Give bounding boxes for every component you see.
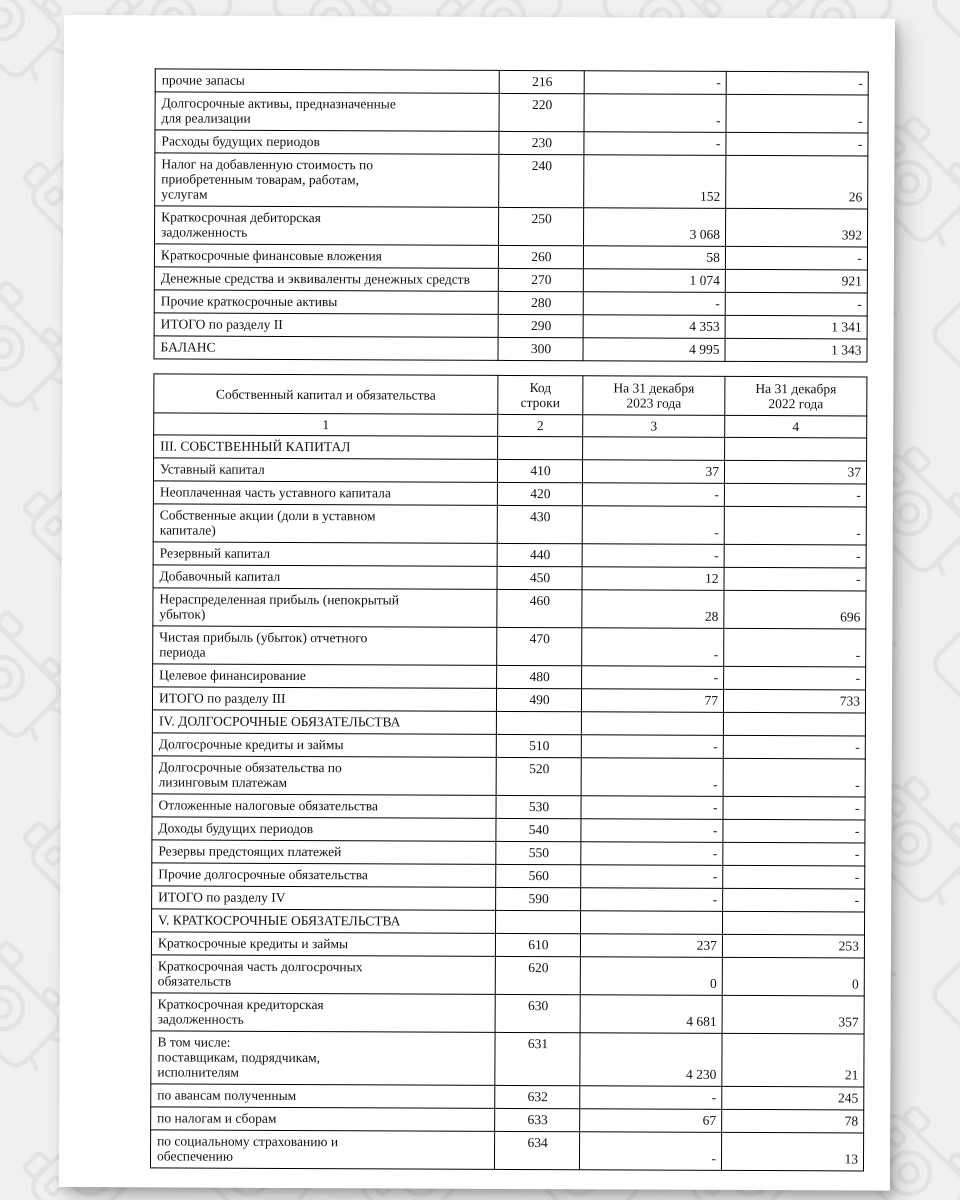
row-label-cell: Прочие краткосрочные активы [154, 290, 498, 315]
row-code-cell: 450 [497, 566, 582, 589]
row-code-cell: 216 [499, 70, 584, 93]
row-value-2022-cell: - [726, 94, 868, 133]
row-label-cell: IV. ДОЛГОСРОЧНЫЕ ОБЯЗАТЕЛЬСТВА [152, 710, 496, 735]
table-row [152, 817, 865, 843]
table-row [152, 733, 865, 759]
row-value-2023-cell: - [583, 292, 725, 316]
row-value-2022-cell: 1 341 [725, 315, 867, 339]
row-label-cell: Краткосрочные кредиты и займы [151, 932, 495, 957]
row-code-cell: 490 [496, 688, 581, 711]
row-code-cell: 260 [498, 245, 583, 268]
row-label-cell: Чистая прибыль (убыток) отчетного периода [153, 626, 497, 666]
row-code-cell: 632 [495, 1085, 580, 1108]
table-row [153, 565, 866, 591]
row-label-cell: по социальному страхованию и обеспечению [150, 1130, 494, 1170]
column-number-2: 2 [498, 414, 583, 436]
assets-table-continuation [153, 68, 868, 362]
row-label-cell: Краткосрочная часть долгосрочных обязательств [151, 955, 495, 995]
row-code-cell: 280 [498, 291, 583, 314]
row-label-cell: Долгосрочные активы, предназначенные для реализации [155, 92, 499, 132]
column-header-2023: На 31 декабря 2023 года [583, 376, 725, 416]
table-row [154, 290, 867, 316]
row-code-cell [495, 910, 580, 933]
equity-liabilities-table [150, 373, 867, 1171]
row-value-2022-cell: - [723, 758, 865, 797]
row-value-2023-cell: - [581, 758, 723, 797]
row-label-cell: Краткосрочная кредиторская задолженность [151, 993, 495, 1033]
row-value-2022-cell [723, 712, 865, 736]
row-code-cell: 270 [498, 268, 583, 291]
row-value-2022-cell: - [723, 735, 865, 759]
row-value-2022-cell: - [723, 842, 865, 866]
table-row [153, 458, 866, 484]
row-value-2023-cell: - [580, 1086, 722, 1110]
row-value-2022-cell: 78 [722, 1109, 864, 1133]
row-code-cell: 240 [499, 154, 584, 207]
table-row [151, 955, 864, 996]
row-value-2022-cell: 0 [722, 957, 864, 996]
row-code-cell: 430 [497, 505, 582, 543]
table-row [153, 481, 866, 507]
column-number-1: 1 [154, 413, 498, 437]
row-code-cell: 290 [498, 314, 583, 337]
row-label-cell: прочие запасы [155, 69, 499, 94]
row-value-2022-cell: - [726, 71, 868, 95]
table-row [154, 244, 867, 270]
row-code-cell: 630 [495, 994, 580, 1032]
row-value-2023-cell: - [582, 506, 724, 545]
row-code-cell: 520 [496, 757, 581, 795]
row-label-cell: V. КРАТКОСРОЧНЫЕ ОБЯЗАТЕЛЬСТВА [152, 909, 496, 934]
row-value-2022-cell: - [724, 567, 866, 591]
row-label-cell: Нераспределенная прибыль (непокрытый убыток) [153, 588, 497, 628]
table-row [152, 886, 865, 912]
row-value-2023-cell [581, 712, 723, 736]
row-label-cell: ИТОГО по разделу III [152, 687, 496, 712]
row-value-2022-cell: - [724, 666, 866, 690]
row-value-2023-cell: - [584, 94, 726, 133]
row-value-2023-cell: - [584, 71, 726, 95]
row-value-2022-cell: - [725, 246, 867, 270]
section-row [152, 710, 865, 736]
table-row [152, 687, 865, 713]
row-label-cell: Добавочный капитал [153, 565, 497, 590]
row-code-cell: 631 [495, 1032, 580, 1085]
row-value-2023-cell: 4 353 [583, 315, 725, 339]
row-label-cell: Долгосрочные кредиты и займы [152, 733, 496, 758]
row-label-cell: ИТОГО по разделу II [154, 313, 498, 338]
column-number-4: 4 [725, 415, 867, 438]
table-row [153, 504, 866, 545]
row-code-cell: 480 [497, 665, 582, 688]
row-code-cell: 620 [495, 956, 580, 994]
row-value-2022-cell: - [723, 796, 865, 820]
row-value-2022-cell: - [724, 483, 866, 507]
row-code-cell: 530 [496, 795, 581, 818]
row-code-cell [498, 436, 583, 459]
row-label-cell: БАЛАНС [154, 336, 498, 361]
row-value-2022-cell: - [723, 865, 865, 889]
row-value-2023-cell: - [582, 666, 724, 690]
balance-sheet-content [150, 68, 870, 1171]
row-value-2022-cell: 37 [724, 460, 866, 484]
table-row [152, 840, 865, 866]
row-value-2023-cell: - [581, 888, 723, 912]
table-row [155, 130, 868, 156]
row-value-2022-cell: - [726, 132, 868, 156]
row-code-cell [496, 711, 581, 734]
table-row [153, 664, 866, 690]
row-code-cell: 220 [499, 93, 584, 131]
row-label-cell: Собственные акции (доли в уставном капитале) [153, 504, 497, 544]
row-value-2023-cell: 4 230 [580, 1033, 722, 1087]
row-value-2022-cell: - [725, 292, 867, 316]
row-value-2023-cell: - [581, 842, 723, 866]
row-code-cell: 610 [495, 933, 580, 956]
row-value-2022-cell: 253 [722, 934, 864, 958]
row-label-cell: Резервы предстоящих платежей [152, 840, 496, 865]
table-row [151, 1107, 864, 1133]
row-value-2023-cell: 3 068 [583, 208, 725, 247]
row-value-2023-cell: - [582, 628, 724, 667]
row-label-cell: Резервный капитал [153, 542, 497, 567]
table-row [154, 267, 867, 293]
row-value-2023-cell: 4 995 [583, 338, 725, 362]
row-value-2023-cell: 12 [582, 567, 724, 591]
table-header-row [154, 374, 867, 416]
row-label-cell: Прочие долгосрочные обязательства [152, 863, 496, 888]
table-row [151, 1031, 864, 1087]
row-value-2022-cell [722, 911, 864, 935]
row-value-2023-cell: - [581, 819, 723, 843]
row-code-cell: 420 [497, 482, 582, 505]
row-code-cell: 250 [498, 207, 583, 245]
row-value-2023-cell: 152 [584, 155, 726, 209]
row-value-2022-cell: 392 [725, 208, 867, 247]
row-value-2022-cell: 21 [722, 1033, 864, 1087]
row-value-2022-cell: - [724, 628, 866, 667]
row-code-cell: 460 [497, 589, 582, 627]
table-row [153, 588, 866, 629]
row-value-2023-cell: 0 [580, 957, 722, 996]
row-value-2023-cell: - [582, 544, 724, 568]
table-row [151, 1084, 864, 1110]
table-row [150, 1130, 863, 1171]
row-value-2023-cell: - [584, 132, 726, 156]
row-value-2023-cell: - [581, 735, 723, 759]
row-code-cell: 560 [496, 864, 581, 887]
row-value-2023-cell [583, 437, 725, 461]
row-label-cell: ИТОГО по разделу IV [152, 886, 496, 911]
row-code-cell: 590 [496, 887, 581, 910]
row-value-2023-cell: - [581, 865, 723, 889]
row-value-2023-cell: 28 [582, 590, 724, 629]
table-row [155, 153, 868, 209]
table-row [151, 993, 864, 1034]
row-value-2022-cell: 26 [726, 155, 868, 209]
row-label-cell: Целевое финансирование [153, 664, 497, 689]
table-row [155, 92, 868, 133]
row-code-cell: 633 [495, 1108, 580, 1131]
row-value-2022-cell: 696 [724, 590, 866, 629]
row-value-2023-cell: 237 [580, 934, 722, 958]
section-row [152, 909, 865, 935]
row-value-2022-cell [725, 437, 867, 461]
table-row [155, 206, 868, 247]
row-code-cell: 510 [496, 734, 581, 757]
table-row [152, 794, 865, 820]
row-label-cell: Уставный капитал [153, 458, 497, 483]
column-numbering-row [154, 413, 867, 438]
table-row [154, 336, 867, 362]
row-label-cell: III. СОБСТВЕННЫЙ КАПИТАЛ [154, 435, 498, 460]
row-label-cell: Неоплаченная часть уставного капитала [153, 481, 497, 506]
row-label-cell: Долгосрочные обязательства по лизинговым платежам [152, 756, 496, 796]
row-code-cell: 440 [497, 543, 582, 566]
row-code-cell: 470 [497, 627, 582, 665]
row-label-cell: по авансам полученным [151, 1084, 495, 1109]
row-value-2023-cell: 77 [581, 689, 723, 713]
row-label-cell: Доходы будущих периодов [152, 817, 496, 842]
table-row [152, 756, 865, 797]
row-value-2023-cell: 37 [582, 460, 724, 484]
row-label-cell: Расходы будущих периодов [155, 130, 499, 155]
row-value-2022-cell: - [723, 819, 865, 843]
table-row [153, 542, 866, 568]
table-row [151, 932, 864, 958]
column-header-capital-liabilities: Собственный капитал и обязательства [154, 374, 498, 415]
row-code-cell: 634 [494, 1131, 579, 1169]
row-value-2022-cell: 921 [725, 269, 867, 293]
row-label-cell: Отложенные налоговые обязательства [152, 794, 496, 819]
row-value-2022-cell: 245 [722, 1086, 864, 1110]
row-label-cell: Краткосрочная дебиторская задолженность [155, 206, 499, 246]
row-value-2022-cell: - [724, 506, 866, 545]
row-value-2023-cell: - [581, 796, 723, 820]
row-label-cell: Краткосрочные финансовые вложения [154, 244, 498, 269]
row-value-2023-cell: 1 074 [583, 269, 725, 293]
table-row [152, 863, 865, 889]
table-row [154, 313, 867, 339]
row-value-2022-cell: 733 [723, 689, 865, 713]
row-code-cell: 300 [498, 337, 583, 360]
row-value-2023-cell: - [582, 483, 724, 507]
document-page [59, 15, 895, 1191]
row-value-2023-cell: - [579, 1132, 721, 1171]
column-header-line-code: Код строки [498, 375, 583, 414]
row-code-cell: 230 [499, 131, 584, 154]
row-value-2023-cell: 67 [580, 1109, 722, 1133]
row-value-2022-cell: - [723, 888, 865, 912]
table-row [153, 626, 866, 667]
row-label-cell: по налогам и сборам [151, 1107, 495, 1132]
row-label-cell: В том числе: поставщикам, подрядчикам, исполнителям [151, 1031, 495, 1086]
row-value-2023-cell: 4 681 [580, 995, 722, 1034]
row-value-2022-cell: - [724, 544, 866, 568]
row-label-cell: Денежные средства и эквиваленты денежных средств [154, 267, 498, 292]
row-value-2022-cell: 357 [722, 995, 864, 1034]
row-value-2023-cell: 58 [583, 246, 725, 270]
row-code-cell: 540 [496, 818, 581, 841]
row-value-2023-cell [580, 911, 722, 935]
row-label-cell: Налог на добавленную стоимость по приобретенным товарам, работам, услугам [155, 153, 499, 208]
row-code-cell: 410 [497, 459, 582, 482]
row-code-cell: 550 [496, 841, 581, 864]
column-header-2022: На 31 декабря 2022 года [725, 376, 867, 416]
section-row [154, 435, 867, 461]
row-value-2022-cell: 1 343 [725, 338, 867, 362]
column-number-3: 3 [583, 415, 725, 438]
table-row [155, 69, 868, 95]
row-value-2022-cell: 13 [721, 1132, 863, 1171]
